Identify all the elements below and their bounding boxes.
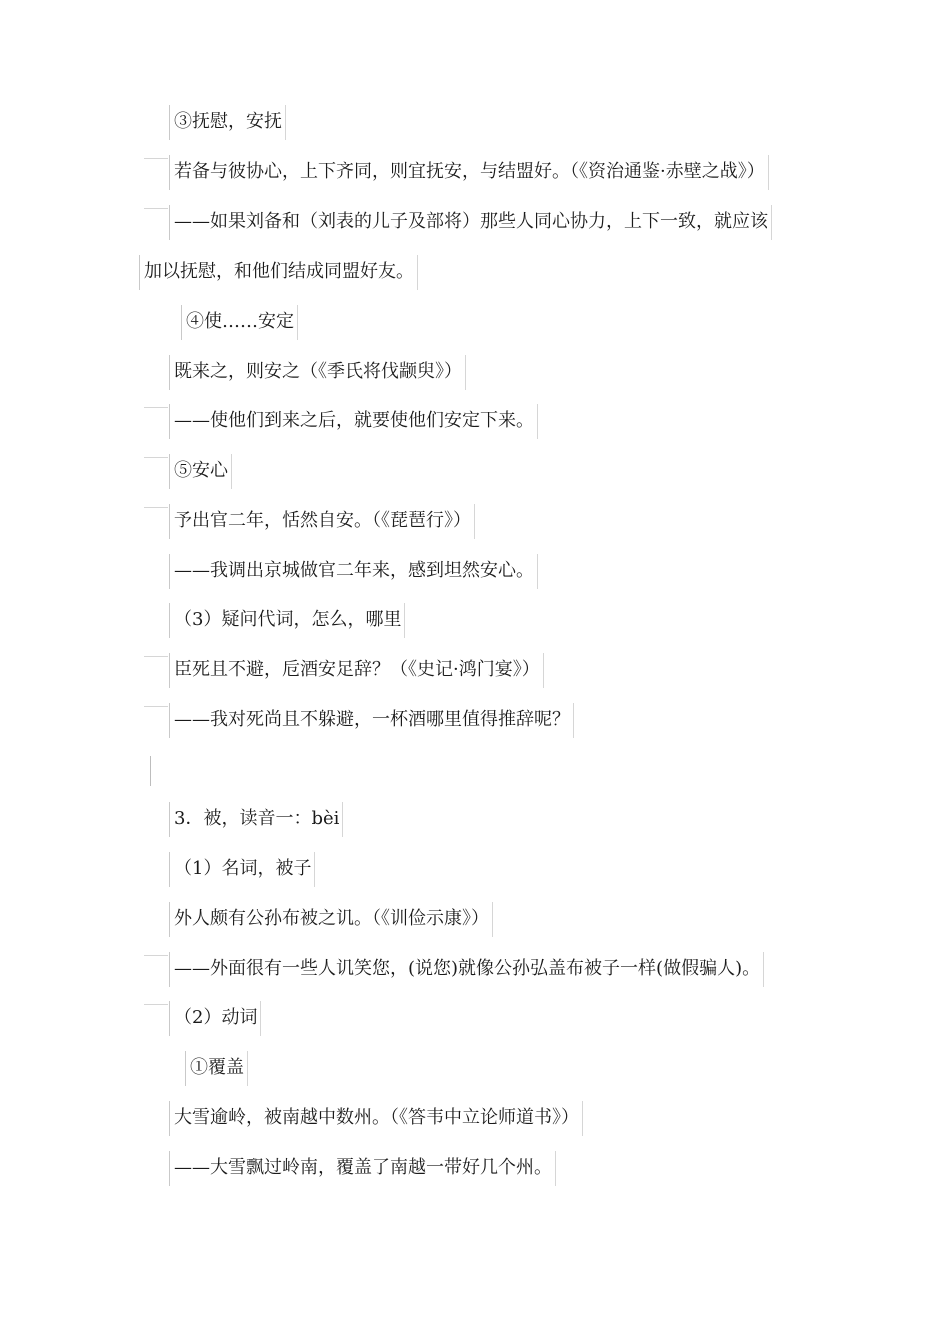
text-line: ——大雪飘过岭南，覆盖了南越一带好几个州。 bbox=[174, 1156, 556, 1180]
text-line: ——使他们到来之后，就要使他们安定下来。 bbox=[174, 409, 538, 433]
text-line: 臣死且不避，卮酒安足辞？（《史记·鸿门宴》） bbox=[174, 658, 544, 682]
text-line: 3．被，读音一：bèi bbox=[174, 807, 343, 831]
text-line: ——外面很有一些人讥笑您，(说您)就像公孙弘盖布被子一样(做假骗人)。 bbox=[174, 957, 764, 981]
text-line: 外人颇有公孙布被之讥。（《训俭示康》） bbox=[174, 907, 493, 931]
empty-line-marker bbox=[150, 756, 151, 786]
text-line: （3）疑问代词，怎么，哪里 bbox=[174, 608, 405, 632]
text-line: ——我调出京城做官二年来，感到坦然安心。 bbox=[174, 559, 538, 583]
text-line: （1）名词，被子 bbox=[174, 857, 315, 881]
margin-tick bbox=[144, 407, 168, 408]
text-line: 加以抚慰，和他们结成同盟好友。 bbox=[144, 260, 418, 284]
text-line: ⑤安心 bbox=[174, 459, 232, 483]
text-line: 若备与彼协心，上下齐同，则宜抚安，与结盟好。（《资治通鉴·赤壁之战》） bbox=[174, 160, 769, 184]
margin-tick bbox=[144, 955, 168, 956]
text-line: 既来之，则安之（《季氏将伐颛臾》） bbox=[174, 360, 466, 384]
text-line: ——如果刘备和（刘表的儿子及部将）那些人同心协力，上下一致，就应该 bbox=[174, 210, 772, 234]
text-line: ③抚慰，安抚 bbox=[174, 110, 286, 134]
text-line: 予出官二年，恬然自安。（《琵琶行》） bbox=[174, 509, 475, 533]
margin-tick bbox=[144, 1004, 168, 1005]
margin-tick bbox=[144, 208, 168, 209]
margin-tick bbox=[144, 457, 168, 458]
text-line: 大雪逾岭，被南越中数州。（《答韦中立论师道书》） bbox=[174, 1106, 583, 1130]
margin-tick bbox=[144, 507, 168, 508]
text-line: ——我对死尚且不躲避，一杯酒哪里值得推辞呢？ bbox=[174, 708, 574, 732]
margin-tick bbox=[144, 656, 168, 657]
text-line: （2）动词 bbox=[174, 1006, 261, 1030]
margin-tick bbox=[144, 158, 168, 159]
text-line: ④使……安定 bbox=[186, 310, 298, 334]
text-line: ①覆盖 bbox=[190, 1056, 248, 1080]
margin-tick bbox=[144, 706, 168, 707]
